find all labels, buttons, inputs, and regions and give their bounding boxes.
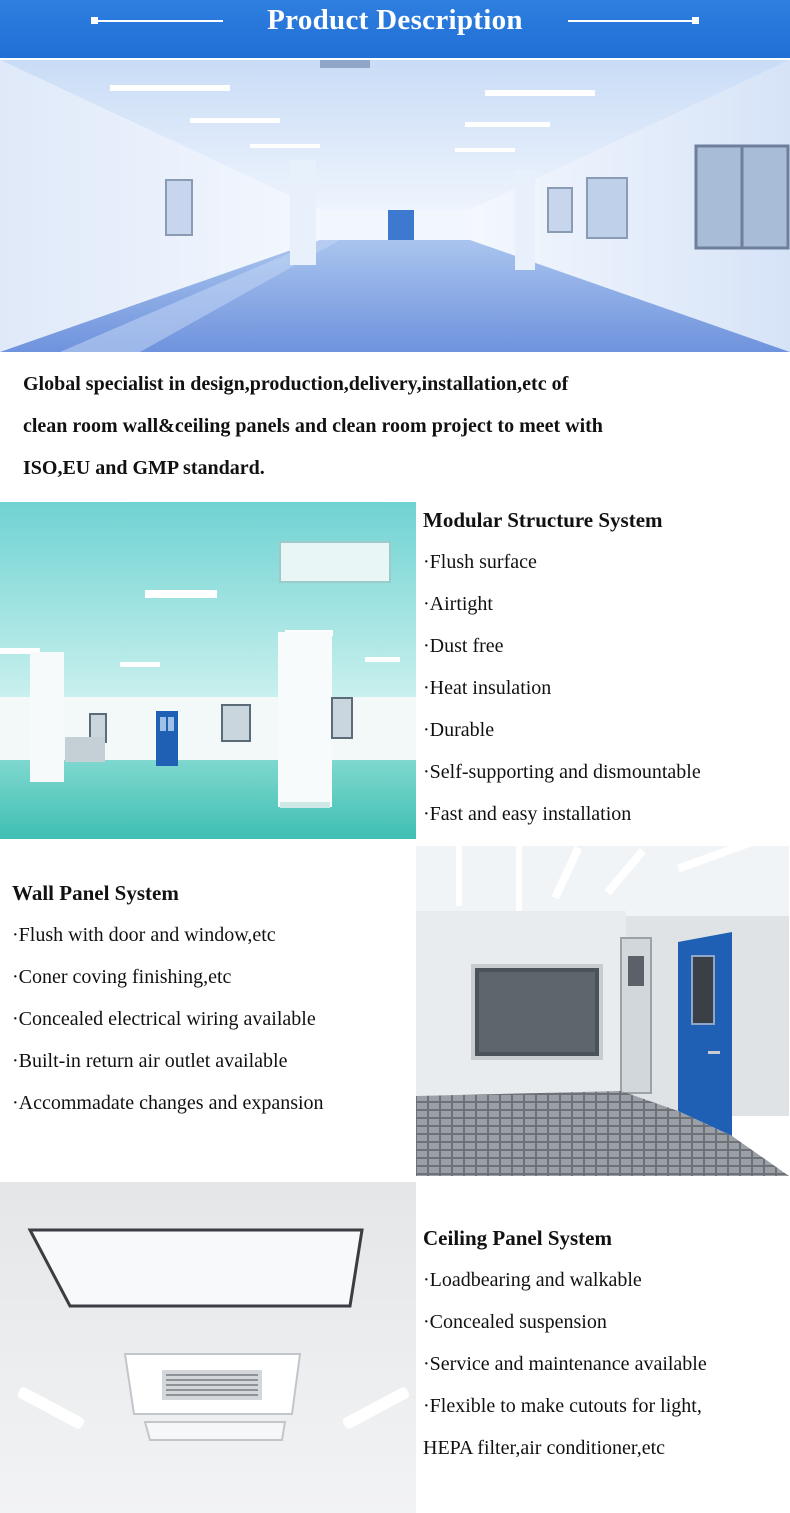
page-title: Product Description: [267, 4, 523, 36]
modular-feature-item: ·Airtight: [423, 593, 493, 615]
hero-corridor-image: [0, 60, 790, 352]
modular-feature-item: ·Flush surface: [423, 551, 537, 573]
intro-line-1: Global specialist in design,production,delivery,installation,etc of: [23, 373, 569, 395]
modular-feature-item: ·Dust free: [423, 635, 504, 657]
wall-feature-item: ·Accommadate changes and expansion: [12, 1092, 324, 1114]
ceiling-feature-item: HEPA filter,air conditioner,etc: [423, 1437, 666, 1459]
modular-feature-item: ·Self-supporting and dismountable: [423, 761, 701, 783]
wall-title: Wall Panel System: [12, 881, 179, 905]
wall-feature-item: ·Flush with door and window,etc: [12, 924, 276, 946]
banner-dot-right: [692, 17, 699, 24]
ceiling-panel-image: [0, 1182, 416, 1513]
banner-line-right: [568, 20, 696, 22]
ceiling-feature-item: ·Loadbearing and walkable: [423, 1269, 642, 1291]
ceiling-title: Ceiling Panel System: [423, 1226, 612, 1250]
modular-hall-image: [0, 502, 416, 839]
modular-feature-item: ·Heat insulation: [423, 677, 552, 699]
ceiling-feature-item: ·Service and maintenance available: [423, 1353, 707, 1375]
wall-feature-item: ·Built-in return air outlet available: [12, 1050, 288, 1072]
modular-feature-item: ·Fast and easy installation: [423, 803, 632, 825]
wall-room-image: [416, 846, 789, 1176]
wall-feature-item: ·Concealed electrical wiring available: [12, 1008, 316, 1030]
ceiling-feature-item: ·Flexible to make cutouts for light,: [423, 1395, 702, 1417]
intro-line-2: clean room wall&ceiling panels and clean room project to meet with: [23, 415, 603, 437]
wall-feature-item: ·Coner coving finishing,etc: [12, 966, 232, 988]
modular-feature-list: [423, 541, 701, 835]
ceiling-feature-item: ·Concealed suspension: [423, 1311, 607, 1333]
intro-line-3: ISO,EU and GMP standard.: [23, 457, 265, 479]
wall-feature-list: [12, 914, 324, 1124]
modular-feature-item: ·Durable: [423, 719, 495, 741]
modular-title: Modular Structure System: [423, 508, 663, 532]
ceiling-feature-list: [423, 1259, 707, 1469]
intro-paragraph: [23, 363, 773, 489]
header-banner: [0, 0, 790, 58]
